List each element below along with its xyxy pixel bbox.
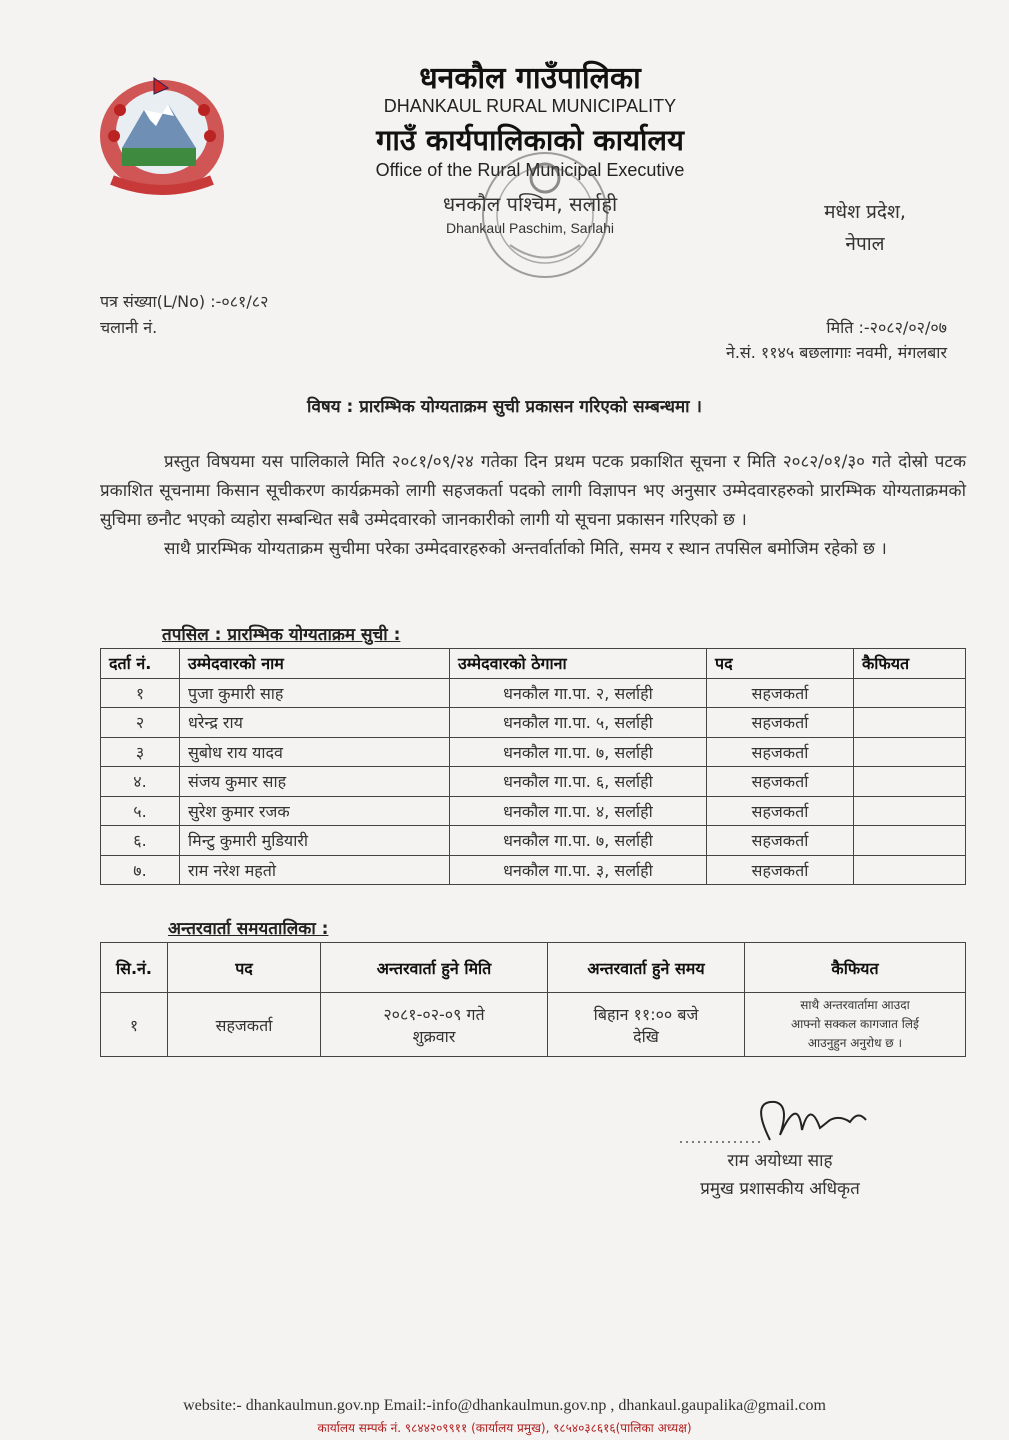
column-header: पद [168, 943, 321, 993]
post-cell: सहजकर्ता [707, 678, 854, 708]
interview-schedule-title: अन्तरवार्ता समयतालिका : [168, 919, 329, 939]
post-cell: सहजकर्ता [168, 993, 321, 1057]
reg-no-cell: ६. [101, 826, 180, 856]
table-row [101, 737, 966, 767]
candidate-name-cell: मिन्टु कुमारी मुडियारी [180, 826, 450, 856]
table-row [101, 855, 966, 885]
letter-number: पत्र संख्या(L/No) :-०८१/८२ [100, 292, 269, 311]
candidate-name-cell: पुजा कुमारी साह [180, 678, 450, 708]
body-paragraph-1: प्रस्तुत विषयमा यस पालिकाले मिति २०८१/०९/२४ गतेका दिन प्रथम पटक प्रकाशित सूचना र मिति २०८२/०१/३० गते दोस्रो पटक प्रकाशित सूचनामा किसान सूचीकरण कार्यक्रमको लागी सहजकर्ता पदको लागी विज्ञापन भए अनुसार उम्मेदवारहरुको प्रारम्भिक योग्यताक्रमको सुचिमा छनौट भएको व्यहोरा सम्बन्धित सबै उम्मेदवारको जानकारीको लागी यो सूचना प्रकासन गरिएको छ । [100, 452, 966, 530]
candidate-name-cell: संजय कुमार साह [180, 767, 450, 797]
municipality-name-nepali: धनकौल गाउँपालिका [419, 61, 641, 96]
signatory-name: राम अयोध्या साह [727, 1151, 833, 1171]
address-cell: धनकौल गा.पा. ६, सर्लाही [450, 767, 707, 797]
reg-no-cell: ७. [101, 855, 180, 885]
province-block [800, 196, 930, 260]
remarks-cell [854, 708, 966, 738]
remarks-cell [745, 993, 966, 1057]
letter-subject: विषय : प्रारम्भिक योग्यताक्रम सुची प्रकासन गरिएको सम्बन्धमा । [307, 397, 702, 417]
remarks-cell [854, 826, 966, 856]
office-name-nepali: गाउँ कार्यपालिकाको कार्यालय [376, 123, 684, 157]
address-cell: धनकौल गा.पा. ३, सर्लाही [450, 855, 707, 885]
column-header: दर्ता नं. [101, 649, 180, 679]
address-cell: धनकौल गा.पा. ७, सर्लाही [450, 826, 707, 856]
remarks-cell [854, 796, 966, 826]
table-header-row [101, 943, 966, 993]
address-english: Dhankaul Paschim, Sarlahi [445, 220, 615, 236]
municipality-name-english: DHANKAUL RURAL MUNICIPALITY [383, 96, 677, 116]
candidate-name-cell: धरेन्द्र राय [180, 708, 450, 738]
remarks-cell [854, 678, 966, 708]
column-header: सि.नं. [101, 943, 168, 993]
interview-time: बिहान ११:०० बजे [593, 1004, 699, 1024]
column-header: पद [707, 649, 854, 679]
merit-list-title: तपसिल : प्रारम्भिक योग्यताक्रम सुची : [162, 625, 401, 645]
handwritten-signature [680, 1090, 900, 1150]
post-cell: सहजकर्ता [707, 855, 854, 885]
letter-date: मिति :-२०८२/०२/०७ [826, 318, 947, 337]
province-name: मधेश प्रदेश, [824, 201, 906, 223]
reg-no-cell: ५. [101, 796, 180, 826]
reg-no-cell: ३ [101, 737, 180, 767]
remark-line: आउनुहुन अनुरोध छ । [807, 1036, 903, 1050]
dispatch-number: चलानी नं. [100, 318, 158, 337]
candidate-name-cell: राम नरेश महतो [180, 855, 450, 885]
remarks-cell [854, 737, 966, 767]
column-header: उम्मेदवारको ठेगाना [450, 649, 707, 679]
table-row [101, 993, 966, 1057]
interview-day: शुक्रवार [412, 1026, 456, 1046]
table-header-row [101, 649, 966, 679]
merit-list-table [100, 648, 966, 885]
address-cell: धनकौल गा.पा. २, सर्लाही [450, 678, 707, 708]
address-nepali: धनकौल पश्चिम, सर्लाही [442, 192, 618, 216]
address-cell: धनकौल गा.पा. ५, सर्लाही [450, 708, 707, 738]
body-text [100, 448, 966, 564]
footer-contact-web: website:- dhankaulmun.gov.np Email:-info@dhankaulmun.gov.np , dhankaul.gaupalika@gmail.com [183, 1397, 826, 1414]
post-cell: सहजकर्ता [707, 767, 854, 797]
reg-no-cell: १ [101, 678, 180, 708]
remarks-cell [854, 855, 966, 885]
address-cell: धनकौल गा.पा. ४, सर्लाही [450, 796, 707, 826]
table-row [101, 708, 966, 738]
country-name: नेपाल [845, 233, 885, 255]
interview-schedule-table [100, 942, 966, 1057]
column-header: कैफियत [854, 649, 966, 679]
column-header: उम्मेदवारको नाम [180, 649, 450, 679]
table-row [101, 678, 966, 708]
office-stamp [470, 140, 620, 290]
post-cell: सहजकर्ता [707, 796, 854, 826]
reg-no-cell: ४. [101, 767, 180, 797]
remarks-cell [854, 767, 966, 797]
post-cell: सहजकर्ता [707, 708, 854, 738]
footer-contact-phone: कार्यालय सम्पर्क नं. ९८४४२०९९११ (कार्यालय प्रमुख), ९८५४०३८६१६(पालिका अध्यक्ष) [317, 1421, 692, 1435]
table-row [101, 796, 966, 826]
reg-no-cell: २ [101, 708, 180, 738]
office-name-english: Office of the Rural Municipal Executive [375, 160, 685, 180]
remark-line: साथै अन्तरवार्तामा आउदा [800, 998, 910, 1012]
serial-cell: १ [101, 993, 168, 1057]
table-row [101, 826, 966, 856]
column-header: अन्तरवार्ता हुने मिति [321, 943, 548, 993]
address-cell: धनकौल गा.पा. ७, सर्लाही [450, 737, 707, 767]
post-cell: सहजकर्ता [707, 826, 854, 856]
nepal-emblem-logo [92, 70, 232, 198]
body-paragraph-2: साथै प्रारम्भिक योग्यताक्रम सुचीमा परेका उम्मेदवारहरुको अन्तर्वार्ताको मिति, समय र स्थान तपसिल बमोजिम रहेको छ । [164, 539, 887, 559]
candidate-name-cell: सुरेश कुमार रजक [180, 796, 450, 826]
remark-line: आफ्नो सक्कल कागजात लिई [791, 1017, 919, 1031]
nepal-sambat-date: ने.सं. ११४५ बछलागाः नवमी, मंगलबार [725, 343, 947, 362]
post-cell: सहजकर्ता [707, 737, 854, 767]
table-row [101, 767, 966, 797]
interview-date: २०८१-०२-०९ गते [383, 1004, 485, 1024]
interview-date-cell [321, 993, 548, 1057]
interview-time-suffix: देखि [633, 1026, 659, 1046]
column-header: कैफियत [745, 943, 966, 993]
candidate-name-cell: सुबोध राय यादव [180, 737, 450, 767]
signatory-designation: प्रमुख प्रशासकीय अधिकृत [700, 1179, 860, 1199]
column-header: अन्तरवार्ता हुने समय [548, 943, 745, 993]
interview-time-cell [548, 993, 745, 1057]
